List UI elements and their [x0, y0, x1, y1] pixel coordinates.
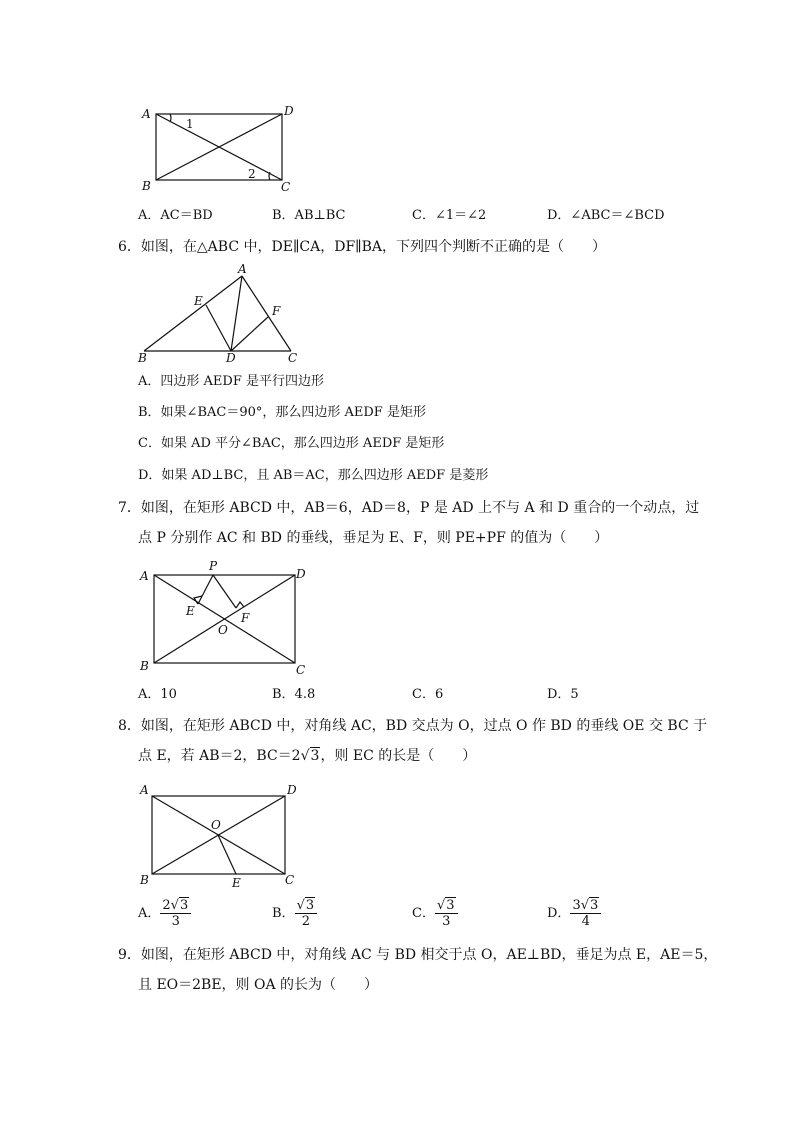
- q8-label-b: B: [140, 873, 149, 887]
- q8-label-e: E: [232, 876, 241, 890]
- q8-stem-line2-post: ，则 EC 的长是（ ）: [320, 748, 477, 764]
- q8-option-d-fraction: $\frac{3√3}{4}$: [570, 898, 601, 929]
- q5-label-angle1: 1: [186, 117, 194, 131]
- q5-option-c: C．∠1＝∠2: [412, 208, 487, 223]
- q6-figure: [130, 262, 310, 367]
- q6-label-f: F: [272, 304, 281, 318]
- q8-option-c: [412, 898, 458, 929]
- q6-label-b: B: [138, 351, 147, 365]
- q8-option-b: [272, 898, 317, 929]
- q8-radical-sign: √: [300, 748, 310, 764]
- q8-option-a-fraction: $\frac{2√3}{3}$: [160, 898, 191, 929]
- q6-option-d: D．如果 AD⊥BC，且 AB＝AC，那么四边形 AEDF 是菱形: [138, 468, 489, 483]
- q5-label-angle2: 2: [248, 167, 256, 181]
- q9-stem-line2: 且 EO＝2BE，则 OA 的长为（ ）: [138, 977, 379, 993]
- q8-option-c-den: 3: [442, 914, 451, 929]
- q8-option-c-prefix: C．: [412, 906, 435, 921]
- q8-label-c: C: [285, 873, 295, 887]
- q7-label-f: F: [241, 611, 250, 625]
- q7-label-c: C: [296, 663, 306, 677]
- q7-stem-line1: 7．如图，在矩形 ABCD 中，AB＝6，AD＝8，P 是 AD 上不与 A 和 D 重合的一个动点，过: [118, 500, 700, 516]
- q5-option-b: B．AB⊥BC: [272, 208, 346, 223]
- q6-label-d: D: [226, 351, 236, 365]
- q8-option-c-radicand: 3: [446, 898, 455, 913]
- q5-label-d: D: [284, 104, 294, 118]
- q6-option-b: B．如果∠BAC＝90°，那么四边形 AEDF 是矩形: [138, 405, 426, 420]
- q5-label-c: C: [281, 180, 291, 194]
- q7-label-e: E: [186, 604, 195, 618]
- q6-option-a: A．四边形 AEDF 是平行四边形: [138, 374, 324, 389]
- q8-option-a-den: 3: [171, 914, 180, 929]
- q8-option-d-radicand: 3: [590, 898, 599, 913]
- q8-figure: [130, 778, 310, 890]
- q6-option-c: C．如果 AD 平分∠BAC，那么四边形 AEDF 是矩形: [138, 436, 445, 451]
- q7-label-d: D: [296, 567, 306, 581]
- q6-label-c: C: [288, 351, 298, 365]
- q7-label-p: P: [209, 559, 218, 573]
- q8-option-c-fraction: $\frac{√3}{3}$: [435, 898, 458, 929]
- q8-option-a: [138, 898, 191, 929]
- q8-option-b-radicand: 3: [305, 898, 315, 913]
- q5-label-a: A: [142, 107, 151, 121]
- q7-label-a: A: [140, 569, 149, 583]
- q8-option-b-den: 2: [301, 914, 310, 929]
- q8-option-d-coef: 3: [572, 898, 581, 913]
- q8-radicand: 3: [310, 748, 320, 764]
- q8-option-b-fraction: $\frac{√3}{2}$: [295, 898, 318, 929]
- q9-stem-line1: 9．如图，在矩形 ABCD 中，对角线 AC 与 BD 相交于点 O，AE⊥BD，垂足为点 E，AE＝5，: [118, 947, 718, 963]
- q8-option-a-radicand: 3: [179, 898, 189, 913]
- q8-option-d: [547, 898, 601, 929]
- q6-label-e: E: [194, 294, 203, 308]
- q8-option-d-prefix: D．: [547, 906, 571, 921]
- q5-label-b: B: [142, 179, 151, 193]
- q7-label-b: B: [140, 659, 149, 673]
- q7-option-c: C．6: [412, 687, 444, 702]
- q7-label-o: O: [218, 623, 228, 637]
- q5-figure: [130, 100, 310, 195]
- q7-stem-line2: 点 P 分别作 AC 和 BD 的垂线，垂足为 E、F，则 PE+PF 的值为（ ）: [138, 530, 609, 546]
- q8-stem-line2-pre: 点 E，若 AB＝2，BC＝2: [138, 748, 301, 764]
- q7-option-a: A．10: [138, 687, 177, 702]
- q8-option-d-den: 4: [581, 914, 590, 929]
- q7-figure: [130, 558, 315, 678]
- q8-option-a-coef: 2: [162, 898, 171, 913]
- q8-label-d: D: [287, 783, 297, 797]
- q8-label-a: A: [140, 783, 149, 797]
- q7-option-b: B．4.8: [272, 687, 316, 702]
- q8-stem-line2: [138, 746, 476, 766]
- q8-option-a-prefix: A．: [138, 906, 161, 921]
- q5-option-d: D．∠ABC＝∠BCD: [547, 208, 665, 223]
- q8-stem-line1: 8．如图，在矩形 ABCD 中，对角线 AC，BD 交点为 O，过点 O 作 BD 的垂线 OE 交 BC 于: [118, 718, 708, 734]
- q8-label-o: O: [211, 818, 221, 832]
- q8-option-b-prefix: B．: [272, 906, 295, 921]
- q5-option-a: A．AC＝BD: [138, 208, 213, 223]
- q6-label-a: A: [238, 262, 247, 276]
- q6-stem: 6．如图，在△ABC 中，DE∥CA，DF∥BA，下列四个判断不正确的是（ ）: [118, 239, 607, 255]
- q7-option-d: D．5: [547, 687, 579, 702]
